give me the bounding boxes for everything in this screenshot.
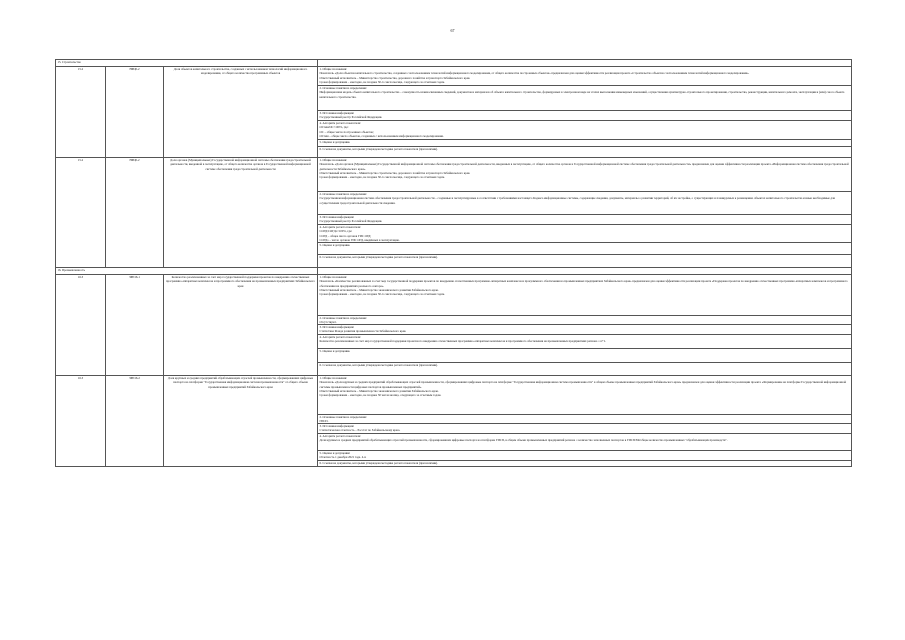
block-text: Ответственный исполнитель – Министерство экономического развития Забайкальского края.	[319, 287, 439, 292]
methodology-block	[318, 335, 851, 349]
block-heading: 4. Алгоритм расчета показателя:	[319, 335, 361, 339]
indicator-row	[56, 67, 852, 158]
block-heading: 1. Общие положения:	[319, 67, 347, 71]
methodology-block	[318, 225, 851, 243]
block-text: Ответственный исполнитель – Министерство экономического развития Забайкальского края.	[319, 388, 439, 393]
block-text: Государственный реестр Российской Федерации.	[319, 219, 383, 224]
methodology-block	[318, 275, 851, 316]
block-text: Статистика Фонда развития промышленности Забайкальского края.	[319, 329, 407, 334]
block-text: Сроки формирования – ежегодно, не позднее 30-го числа месяца, следующего за отчетным годом.	[319, 79, 445, 84]
methodology-block	[318, 243, 851, 255]
block-text: Ответственный исполнитель – Министерство строительства, дорожного хозяйства и транспорта Забайкальского края.	[319, 75, 471, 80]
block-heading: 3. Источники информации:	[319, 215, 355, 219]
indicator-methodology	[318, 275, 852, 376]
methodology-block	[318, 111, 851, 121]
block-heading: 4. Алгоритм расчета показателя:	[319, 434, 361, 438]
methodology-block	[318, 121, 851, 140]
methodology-block	[318, 158, 851, 192]
indicator-code: НРЦ0-2	[106, 158, 164, 268]
indicator-number: 15.2	[56, 67, 106, 158]
block-heading: 6. Ссылки на документы, которыми утверждена методика расчета показателя (при наличии).	[319, 147, 438, 151]
block-text: СОГД – общее число органов ГИС ОГД;	[319, 233, 372, 238]
methodology-block	[318, 325, 851, 335]
block-text: Доля крупных и средних предприятий обрабатывающих отраслей промышленности, сформировавших цифровые паспорта на платформе ГИСП, в общем объеме промышленных предприятий региона = количество заполненных паспортов в ГИСП/ЗФ/общее количество промышленных "обрабатывающих производств".	[319, 438, 728, 443]
indicator-row	[56, 275, 852, 376]
block-heading: 2. Основные понятия и определения:	[319, 316, 367, 320]
block-heading: 5. Оценка и допущения.	[319, 140, 351, 144]
block-heading: 3. Источники информации:	[319, 111, 355, 115]
block-text: Количество реализованных за счет мер государственной поддержки проектов по внедрению отечественных программно-аппаратных комплексов и программного обеспечения на промышленных предприятиях региона = n+1.	[319, 339, 606, 344]
indicator-row	[56, 158, 852, 268]
block-heading: 6. Ссылки на документы, которыми утверждена методика расчета показателя (при наличии).	[319, 461, 438, 465]
indicator-row	[56, 376, 852, 467]
block-heading: 2. Основные понятия и определения:	[319, 86, 367, 90]
methodology-block	[318, 255, 851, 267]
indicator-name: Доля крупных и средних предприятий обрабатывающих отраслей промышленности, сформировавших цифровые паспорта на платформе "Государственная информационная система промышленности" от общего объема промышленных предприятий Забайкальского края	[164, 376, 318, 467]
block-heading: 5. Оценка и допущения:	[319, 451, 351, 455]
block-heading: 6. Ссылки на документы, которыми утверждена методика расчета показателя (при наличии).	[319, 255, 438, 259]
block-heading: 5. Оценка и допущения.	[319, 349, 351, 353]
block-heading: 3. Источники информации:	[319, 424, 355, 428]
block-heading: 2. Основные понятия и определения:	[319, 192, 367, 196]
block-text: Отсутствуют.	[319, 320, 337, 325]
block-heading: 1. Общие положения:	[319, 376, 347, 380]
methodology-block	[318, 67, 851, 86]
block-text: Показатель «Доля органов (Муниципальных) Государственной информационной системы обеспечения градостроительной деятельности, введенных в эксплуатацию, от общего количества органов в Государственной информационной системе обеспечения градостроительной деятельности» предназначен для оценки эффективности реализации проекта «Информационная система обеспечения градостроительной деятельности Забайкальского края».	[319, 162, 849, 171]
indicator-methodology	[318, 376, 852, 467]
block-text: Показатель «Доля объектов капитального строительства, созданных с использованием технологий информационного моделирования, от общего количества построенных объектов» предназначен для оценки эффективности реализации проекта «Строительство объектов с использованием технологий информационного моделирования».	[319, 71, 750, 76]
indicator-code: НРЦ0-2	[106, 67, 164, 158]
methodology-block	[318, 376, 851, 415]
methodology-block	[318, 86, 851, 111]
block-heading: 4. Алгоритм расчета показателя:	[319, 225, 361, 229]
block-text: ГИСП.	[319, 419, 329, 424]
block-text: Государственный реестр Российской Федерации.	[319, 115, 383, 120]
block-text: Ответственный исполнитель – Министерство строительства, дорожного хозяйства и транспорта Забайкальского края.	[319, 170, 471, 175]
block-text: ОС – общее число построенных объектов;	[319, 129, 374, 134]
section-title: 16. Промышленность	[56, 268, 318, 275]
block-heading: 1. Общие положения:	[319, 158, 347, 162]
block-text: Сроки формирования – ежегодно, не позднее 30 числа месяца, следующего за отчетным годом.	[319, 393, 442, 398]
block-text: Отчетность 1 декабря 2021 года. 4.4.	[319, 455, 367, 460]
block-heading: 2. Основные понятия и определения:	[319, 415, 367, 419]
block-heading: 6. Ссылки на документы, которыми утверждена методика расчета показателя (при наличии).	[319, 363, 438, 367]
block-text: Показатель «Количество реализованных за счет мер государственной поддержки проектов по внедрению отечественных программно-аппаратных комплексов и программного обеспечения на промышленных предприятиях Забайкальского края» предназначен для оценки эффективности реализации проекта «Поддержка проектов по внедрению отечественных программно-аппаратных комплексов и программного обеспечения на предприятиях реального сектора».	[319, 279, 848, 288]
methodology-block	[318, 192, 851, 215]
indicator-code: ЗРП16-1	[106, 275, 164, 376]
methodology-block	[318, 363, 851, 375]
section-title-blank	[318, 60, 852, 67]
methodology-block	[318, 140, 851, 147]
methodology-block	[318, 461, 851, 466]
section-title: 15. Строительство	[56, 60, 318, 67]
block-text: Статистическая отчетность – Росстат по Забайкальскому краю.	[319, 428, 401, 433]
methodology-block	[318, 451, 851, 461]
block-text: СОГД/СОГДо×100%, где:	[319, 229, 353, 234]
block-text: ОСтим/ОС×100%, где:	[319, 125, 349, 130]
methodology-block	[318, 434, 851, 451]
indicator-number: 16.3	[56, 275, 106, 376]
methodology-block	[318, 415, 851, 424]
indicator-methodology	[318, 158, 852, 268]
methodology-block	[318, 147, 851, 157]
indicator-number: 16.3	[56, 376, 106, 467]
section-title-blank	[318, 268, 852, 275]
block-text: Показатель «Доля крупных и средних предприятий обрабатывающих отраслей промышленности, сформировавших цифровые паспорта на платформе "Государственная информационная система промышленности" в общем объеме промышленных предприятий Забайкальского края» предназначен для оценки эффективности реализации проекта «Формирование на платформе Государственной информационной системы промышленности цифровых паспортов промышленных предприятий».	[319, 380, 847, 389]
block-text: Сроки формирования – ежегодно, не позднее 30-го числа месяца, следующего за отчетным годом.	[319, 292, 445, 297]
block-heading: 1. Общие положения:	[319, 275, 347, 279]
indicator-number: 15.2	[56, 158, 106, 268]
block-heading: 3. Источники информации:	[319, 325, 355, 329]
indicator-name: Доля органов (Муниципальных) Государственной информационной системы обеспечения градостроительной деятельности, введенной в эксплуатацию, от общего количества органов в Государственной информационной системе обеспечения градостроительной деятельности	[164, 158, 318, 268]
indicator-methodology	[318, 67, 852, 158]
indicator-code: ЗРП16-2	[106, 376, 164, 467]
block-text: Сроки формирования – ежегодно, не позднее 30-го числа месяца, следующего за отчетным годом.	[319, 175, 445, 180]
indicator-name: Количество реализованных за счет мер государственной поддержки проектов по внедрению отечественных программно-аппаратных комплексов и программного обеспечения на промышленных предприятиях Забайкальского края	[164, 275, 318, 376]
methodology-block	[318, 215, 851, 225]
block-heading: 5. Оценка и допущения.	[319, 243, 351, 247]
block-text: Государственная информационная система обеспечения градостроительной деятельности – созданные и эксплуатируемые в соответствии с требованиями настоящего Кодекса информационные системы, содержащие сведения, документы, материалы о развитии территорий, об их застройке, о существующих и планируемых к размещению объектах капитального строительства и иные необходимые для осуществления градостроительной деятельности сведения.	[319, 196, 835, 205]
page-number: 67	[450, 28, 455, 33]
block-text: ОСтим – общее число объектов, созданных с использованием информационного моделирования.	[319, 133, 444, 138]
methodology-block	[318, 316, 851, 325]
block-heading: 4. Алгоритм расчета показателя:	[319, 121, 361, 125]
methodology-block	[318, 424, 851, 434]
indicator-table	[55, 59, 852, 467]
block-text: Информационная модель объекта капитального строительства – совокупность взаимосвязанных сведений, документов и материалов об объекте капитального строительства, формируемых в электронном виде на этапах выполнения инженерных изысканий, осуществления архитектурно-строительного проектирования, строительства, реконструкции, капитального ремонта, эксплуатации и (или) сноса объекта капитального строительства.	[319, 90, 845, 99]
methodology-block	[318, 349, 851, 363]
indicator-name: Доля объектов капитального строительства, созданных с использованием технологий информационного моделирования, от общего количества программных объектов	[164, 67, 318, 158]
block-text: СОГДо – число органов ГИС ОГД, введённых в эксплуатацию.	[319, 237, 400, 242]
